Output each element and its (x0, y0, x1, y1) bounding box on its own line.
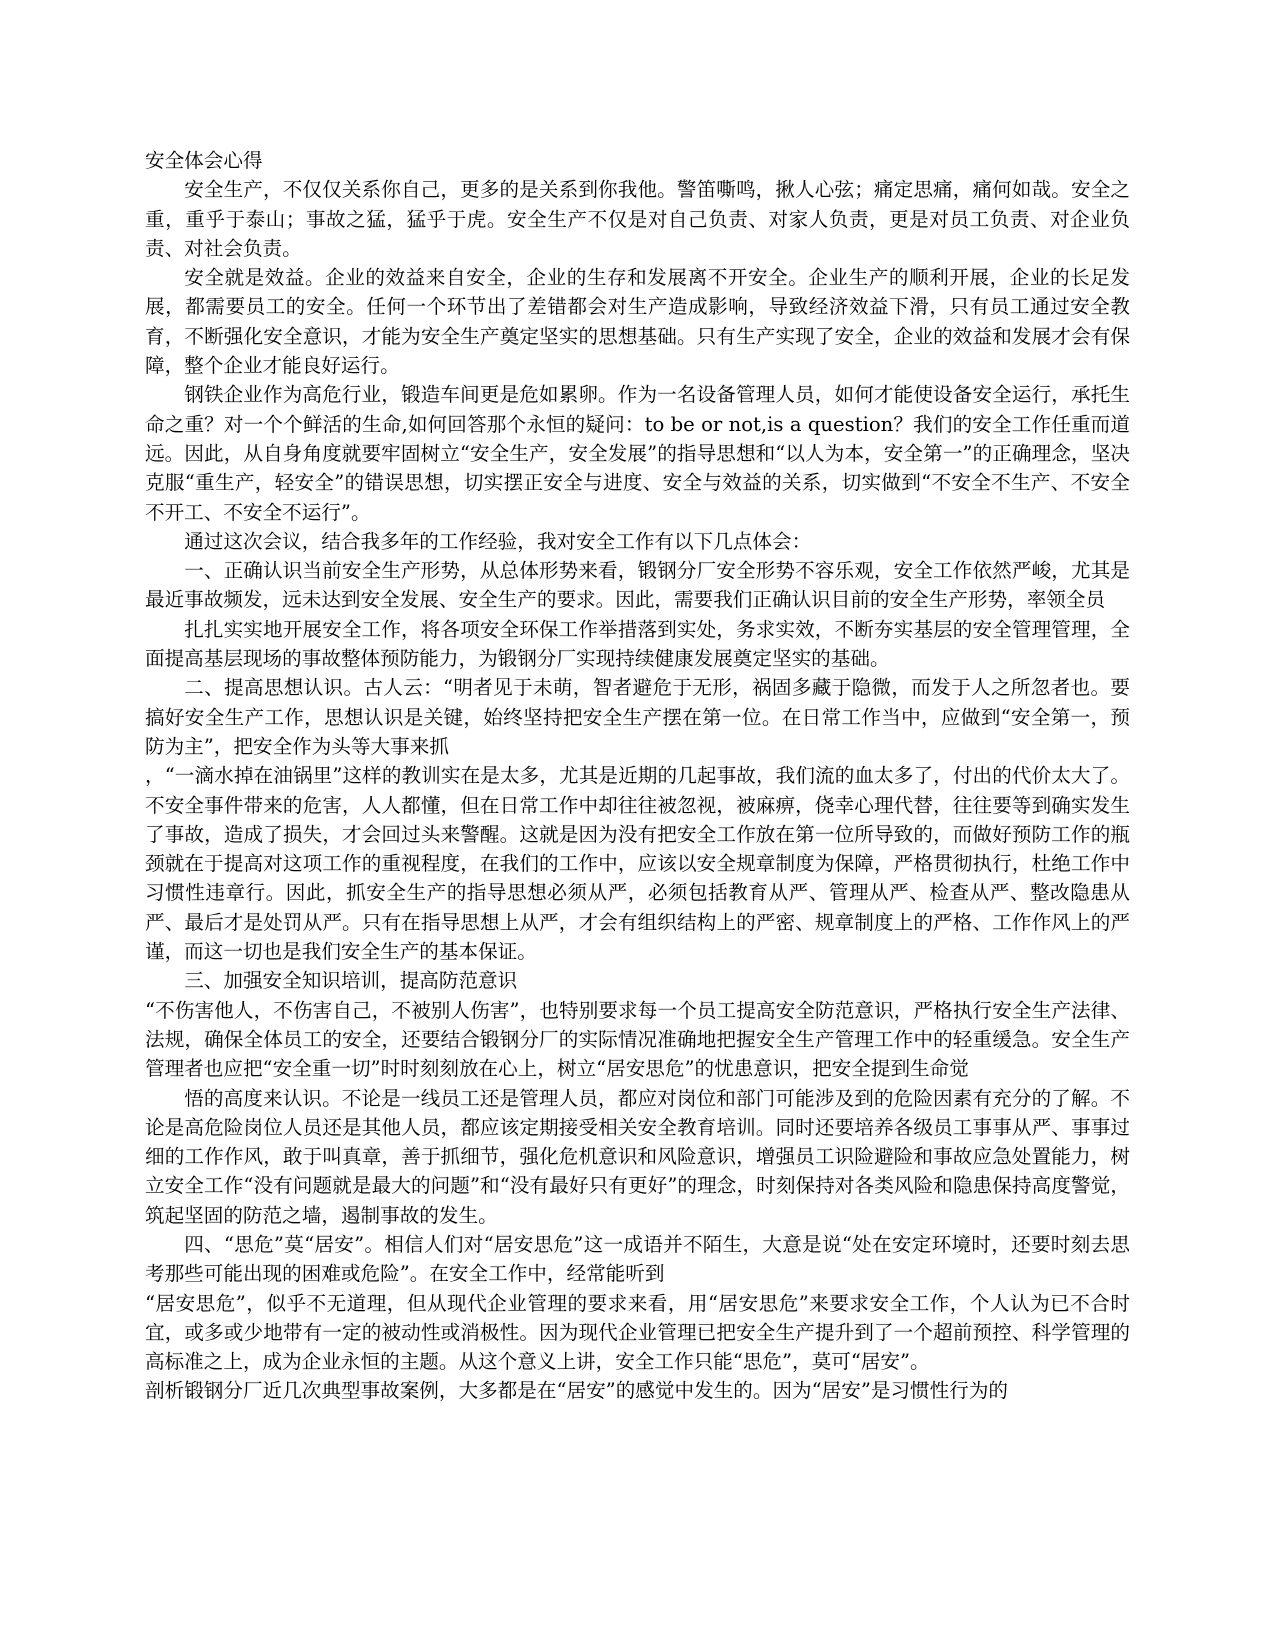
paragraph: 安全就是效益。企业的效益来自安全，企业的生存和发展离不开安全。企业生产的顺利开展，企业的长足发展，都需要员工的安全。任何一个环节出了差错都会对生产造成影响，导致经济效益下滑，只有员工通过安全教育，不断强化安全意识，才能为安全生产奠定坚实的思想基础。只有生产实现了安全，企业的效益和发展才会有保障，整个企业才能良好运行。 (145, 266, 1130, 378)
paragraph: “居安思危”，似乎不无道理，但从现代企业管理的要求来看，用“居安思危”来要求安全工作，个人认为已不合时宜，或多或少地带有一定的被动性或消极性。因为现代企业管理已把安全生产提升到了一个超前预控、科学管理的高标准之上，成为企业永恒的主题。从这个意义上讲，安全工作只能“思危”，莫可“居安”。 (145, 1291, 1130, 1374)
paragraph: 钢铁企业作为高危行业，锻造车间更是危如累卵。作为一名设备管理人员，如何才能使设备安全运行，承托生命之重？对一个个鲜活的生命,如何回答那个永恒的疑问：to be or not,is a question？我们的安全工作任重而道远。因此，从自身角度就要牢固树立“安全生产，安全发展”的指导思想和“以人为本，安全第一”的正确理念，坚决克服“重生产，轻安全”的错误思想，切实摆正安全与进度、安全与效益的关系，切实做到“不安全不生产、不安全不开工、不安全不运行”。 (145, 383, 1130, 524)
paragraph: “不伤害他人，不伤害自己，不被别人伤害”，也特别要求每一个员工提高安全防范意识，严格执行安全生产法律、法规，确保全体员工的安全，还要结合锻钢分厂的实际情况准确地把握安全生产管理工作中的轻重缓急。安全生产管理者也应把“安全重一切”时时刻刻放在心上，树立“居安思危”的忧患意识，把安全提到生命觉 (145, 998, 1130, 1081)
paragraph: 剖析锻钢分厂近几次典型事故案例，大多都是在“居安”的感觉中发生的。因为“居安”是习惯性行为的 (145, 1379, 1009, 1403)
paragraph: ，“一滴水掉在油锅里”这样的教训实在是太多，尤其是近期的几起事故，我们流的血太多了，付出的代价太大了。不安全事件带来的危害，人人都懂，但在日常工作中却往往被忽视，被麻痹，侥幸心理代替，往往要等到确实发生了事故，造成了损失，才会回过头来警醒。这就是因为没有把安全工作放在第一位所导致的，而做好预防工作的瓶颈就在于提高对这项工作的重视程度，在我们的工作中，应该以安全规章制度为保障，严格贯彻执行，杜绝工作中习惯性违章行。因此，抓安全生产的指导思想必须从严，必须包括教育从严、管理从严、检查从严、整改隐患从严、最后才是处罚从严。只有在指导思想上从严，才会有组织结构上的严密、规章制度上的严格、工作作风上的严谨，而这一切也是我们安全生产的基本保证。 (145, 764, 1130, 964)
paragraph: 通过这次会议，结合我多年的工作经验，我对安全工作有以下几点体会： (184, 529, 812, 553)
paragraph: 二、提高思想认识。古人云：“明者见于未萌，智者避危于无形，祸固多藏于隐微，而发于人之所忽者也。要搞好安全生产工作，思想认识是关键，始终坚持把安全生产摆在第一位。在日常工作当中，应做到“安全第一，预防为主”，把安全作为头等大事来抓 (145, 676, 1130, 758)
document-title: 安全体会心得 (145, 149, 263, 172)
paragraph: 悟的高度来认识。不论是一线员工还是管理人员，都应对岗位和部门可能涉及到的危险因素有充分的了解。不论是高危险岗位人员还是其他人员，都应该定期接受相关安全教育培训。同时还要培养各级员工事事从严、事事过细的工作作风，敢于叫真章，善于抓细节，强化危机意识和风险意识，增强员工识险避险和事故应急处置能力，树立安全工作“没有问题就是最大的问题”和“没有最好只有更好”的理念，时刻保持对各类风险和隐患保持高度警觉，筑起坚固的防范之墙，遏制事故的发生。 (145, 1086, 1130, 1227)
document-body (145, 175, 1130, 1405)
paragraph: 一、正确认识当前安全生产形势，从总体形势来看，锻钢分厂安全形势不容乐观，安全工作依然严峻，尤其是最近事故频发，远未达到安全发展、安全生产的要求。因此，需要我们正确认识目前的安全生产形势，率领全员 (145, 559, 1130, 612)
paragraph: 三、加强安全知识培训，提高防范意识 (184, 969, 518, 993)
paragraph: 四、“思危”莫“居安”。相信人们对“居安思危”这一成语并不陌生，大意是说“处在安定环境时，还要时刻去思考那些可能出现的困难或危险”。在安全工作中，经常能听到 (145, 1232, 1130, 1286)
paragraph: 扎扎实实地开展安全工作，将各项安全环保工作举措落到实处，务求实效，不断夯实基层的安全管理管理，全面提高基层现场的事故整体预防能力，为锻钢分厂实现持续健康发展奠定坚实的基础。 (145, 617, 1130, 671)
paragraph: 安全生产，不仅仅关系你自己，更多的是关系到你我他。警笛嘶鸣，揪人心弦；痛定思痛，痛何如哉。安全之重，重乎于泰山；事故之猛，猛乎于虎。安全生产不仅是对自己负责、对家人负责，更是对员工负责、对企业负责、对社会负责。 (145, 178, 1130, 260)
document-page (145, 146, 1130, 1406)
